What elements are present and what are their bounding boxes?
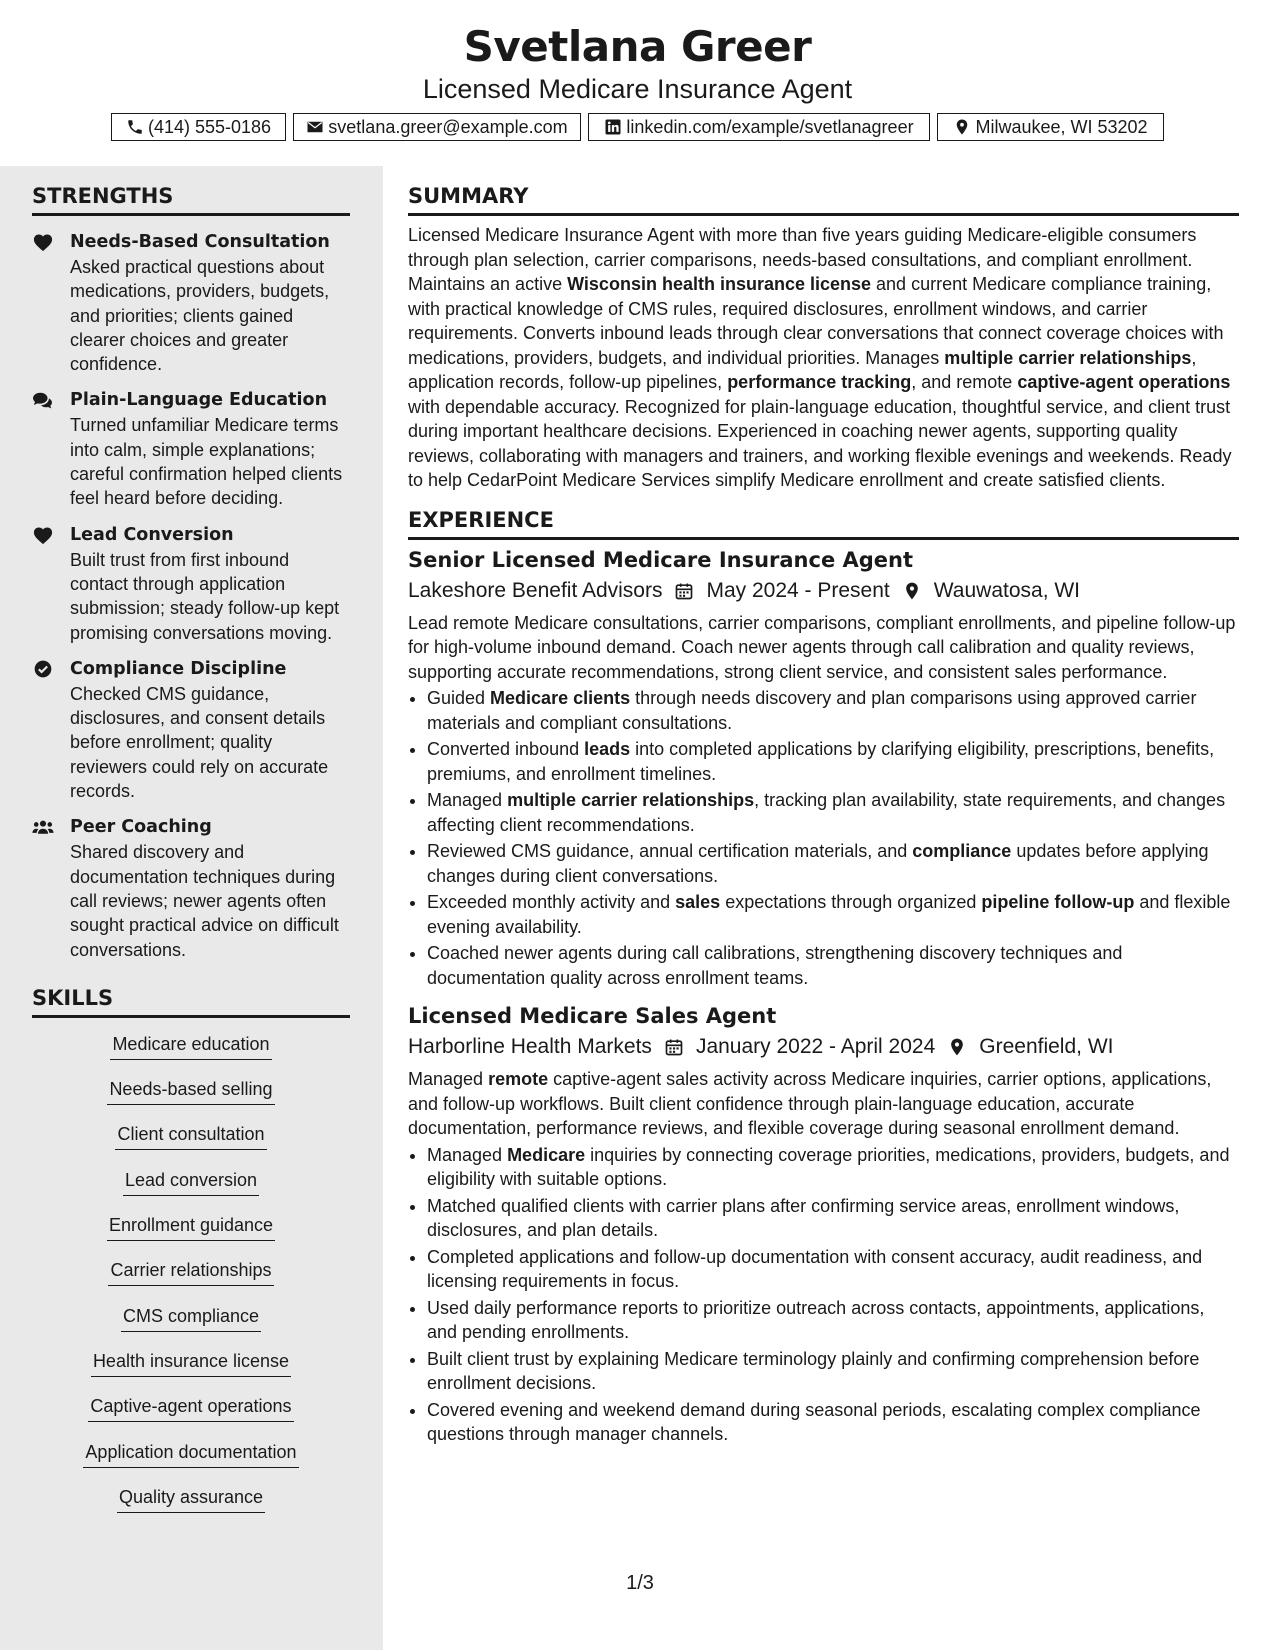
emphasis-text: Wisconsin health insurance license — [567, 274, 872, 294]
skills-heading: SKILLS — [32, 985, 350, 1018]
strength-desc: Turned unfamiliar Medicare terms into calm, simple explanations; careful confirmation helped clients feel heard before deciding. — [70, 415, 343, 509]
contact-phone[interactable] — [111, 113, 286, 141]
job-entry — [408, 1002, 1239, 1447]
heart-icon — [32, 525, 54, 545]
job-bullet: • Managed multiple carrier relationships, tracking plan availability, state requirements, and changes affecting client recommendations. — [427, 788, 1239, 837]
emphasis-text: remote — [488, 1069, 549, 1089]
contact-email[interactable] — [293, 113, 581, 141]
skill-tag: Client consultation — [115, 1122, 266, 1150]
experience-heading: EXPERIENCE — [408, 507, 1239, 540]
strength-desc: Checked CMS guidance, disclosures, and consent details before enrollment; quality reviewers could rely on accurate records. — [70, 683, 329, 802]
job-bullets — [408, 1143, 1239, 1447]
phone-icon — [126, 118, 144, 136]
job-description: Managed remote captive-agent sales activity across Medicare inquiries, carrier options, applications, and follow-up workflows. Built client confidence through plain-language education, accurate documentation, performance reviews, and flexible coverage during seasonal enrollment demand. — [408, 1069, 1212, 1138]
job-bullet: • Completed applications and follow-up documentation with consent accuracy, audit readiness, and licensing requirements in focus. — [427, 1245, 1239, 1294]
contact-location-text: Milwaukee, WI 53202 — [975, 116, 1148, 137]
strength-item — [32, 522, 350, 645]
job-dates: May 2024 - Present — [706, 578, 890, 602]
job-company: Lakeshore Benefit Advisors — [408, 578, 663, 602]
emphasis-text: Medicare clients — [490, 688, 631, 708]
summary-text: Licensed Medicare Insurance Agent with more than five years guiding Medicare-eligible consumers through plan selection, carrier comparisons, needs-based consultations, and compliant enrollment. Maintains an active Wisconsin health insurance license and current Medicare compliance training, with practical knowledge of CMS rules, required disclosures, enrollment windows, and carrier requirements. Converts inbound leads through clear conversations that connect coverage choices with medications, providers, budgets, and individual priorities. Manages multiple carrier relationships, application records, follow-up pipelines, performance tracking, and remote captive-agent operations with dependable accuracy. Recognized for plain-language education, thoughtful service, and client trust during important healthcare decisions. Experienced in coaching newer agents, supporting quality reviews, collaborating with managers and trainers, and working flexible evenings and weekends. Ready to help CedarPoint Medicare Services simplify Medicare enrollment and create satisfied clients. — [408, 225, 1232, 490]
job-bullet: • Built client trust by explaining Medicare terminology plainly and confirming comprehension before enrollment decisions. — [427, 1347, 1239, 1396]
job-bullet: • Coached newer agents during call calibrations, strengthening discovery techniques and documentation quality across enrollment teams. — [427, 941, 1239, 990]
job-location: Greenfield, WI — [979, 1035, 1114, 1058]
job-entry — [408, 546, 1239, 991]
contact-phone-text: (414) 555-0186 — [147, 116, 272, 137]
emphasis-text: pipeline follow-up — [981, 892, 1135, 912]
map-pin-icon — [947, 1037, 967, 1057]
job-bullet: • Used daily performance reports to prioritize outreach across contacts, appointments, applications, and pending enrollments. — [427, 1296, 1239, 1345]
strength-title: Lead Conversion — [70, 524, 234, 545]
emphasis-text: leads — [584, 739, 631, 759]
job-title: Senior Licensed Medicare Insurance Agent — [408, 547, 914, 572]
job-bullet: • Covered evening and weekend demand during seasonal periods, escalating complex compliance questions through manager channels. — [427, 1398, 1239, 1447]
emphasis-text: performance tracking — [727, 372, 912, 392]
strength-desc: Shared discovery and documentation techniques during call reviews; newer agents often sought practical advice on difficult conversations. — [70, 842, 339, 960]
job-bullet: • Matched qualified clients with carrier plans after confirming service areas, enrollment windows, disclosures, and plan details. — [427, 1194, 1239, 1243]
contact-linkedin[interactable] — [588, 113, 930, 141]
skill-tag: Quality assurance — [117, 1485, 265, 1513]
strength-item — [32, 656, 350, 803]
strength-desc: Built trust from first inbound contact through application submission; steady follow-up kept promising conversations moving. — [70, 549, 340, 643]
contact-location — [937, 113, 1164, 141]
skill-tag: Lead conversion — [123, 1168, 259, 1196]
emphasis-text: sales — [675, 892, 721, 912]
summary-heading: SUMMARY — [408, 183, 1239, 216]
contact-linkedin-text: linkedin.com/example/svetlanagreer — [626, 116, 914, 137]
job-meta — [408, 577, 1239, 605]
skills-list — [32, 1032, 350, 1530]
skill-tag: Application documentation — [83, 1440, 298, 1468]
strength-item — [32, 387, 350, 510]
job-title: Licensed Medicare Sales Agent — [408, 1004, 777, 1028]
contact-bar — [0, 113, 1275, 141]
envelope-icon — [306, 118, 324, 136]
calendar-icon — [674, 581, 694, 601]
job-location: Wauwatosa, WI — [933, 578, 1081, 602]
emphasis-text: Medicare — [507, 1144, 586, 1165]
strength-title: Compliance Discipline — [70, 658, 287, 679]
job-bullet: • Exceeded monthly activity and sales expectations through organized pipeline follow-up and flexible evening availability. — [427, 890, 1239, 939]
job-description: Lead remote Medicare consultations, carrier comparisons, compliant enrollments, and pipeline follow-up for high-volume inbound demand. Coach newer agents through call calibration and quality reviews, supporting accurate recommendations, strong client service, and consistent sales performance. — [408, 612, 1236, 682]
users-icon — [32, 817, 54, 837]
candidate-title: Licensed Medicare Insurance Agent — [422, 74, 853, 104]
skill-tag: CMS compliance — [121, 1304, 261, 1332]
emphasis-text: compliance — [912, 841, 1012, 861]
strength-item — [32, 229, 350, 376]
emphasis-text: multiple carrier relationships — [507, 790, 755, 810]
strengths-heading: STRENGTHS — [32, 183, 350, 216]
map-pin-icon — [902, 581, 922, 601]
strength-title: Peer Coaching — [70, 817, 212, 838]
heart-icon — [32, 232, 54, 252]
job-dates: January 2022 - April 2024 — [695, 1035, 936, 1058]
skill-tag: Needs-based selling — [107, 1077, 274, 1105]
contact-email-text: svetlana.greer@example.com — [328, 116, 568, 137]
comments-icon — [32, 390, 54, 410]
map-pin-icon — [953, 118, 971, 136]
skill-tag: Enrollment guidance — [107, 1213, 275, 1241]
strength-desc: Asked practical questions about medications, providers, budgets, and priorities; clients gained clearer choices and greater confidence. — [70, 257, 330, 375]
job-company: Harborline Health Markets — [408, 1035, 652, 1058]
emphasis-text: multiple carrier relationships — [944, 347, 1192, 368]
strength-item — [32, 814, 350, 961]
job-bullet: • Reviewed CMS guidance, annual certification materials, and compliance updates before applying changes during client conversations. — [427, 839, 1239, 888]
job-bullet: • Guided Medicare clients through needs discovery and plan comparisons using approved carrier materials and compliant consultations. — [427, 686, 1239, 735]
strength-title: Plain-Language Education — [70, 390, 328, 411]
job-bullet: • Converted inbound leads into completed applications by clarifying eligibility, prescriptions, benefits, premiums, and enrollment timelines. — [427, 737, 1239, 786]
sidebar — [0, 166, 383, 1650]
job-bullet: • Managed Medicare inquiries by connecting coverage priorities, medications, providers, budgets, and eligibility with suitable options. — [427, 1143, 1239, 1192]
skill-tag: Captive-agent operations — [88, 1394, 293, 1422]
skill-tag: Carrier relationships — [108, 1258, 273, 1286]
strength-title: Needs-Based Consultation — [70, 232, 330, 252]
check-circle-icon — [32, 659, 54, 679]
page-number: 1/3 — [626, 1572, 654, 1594]
job-meta — [408, 1033, 1239, 1061]
linkedin-icon — [604, 118, 622, 136]
main-column — [408, 183, 1239, 1449]
skill-tag: Health insurance license — [91, 1349, 291, 1377]
skill-tag: Medicare education — [110, 1032, 271, 1060]
candidate-name: Svetlana Greer — [463, 22, 812, 71]
emphasis-text: captive-agent operations — [1017, 372, 1231, 392]
job-bullets — [408, 686, 1239, 990]
calendar-icon — [664, 1037, 684, 1057]
